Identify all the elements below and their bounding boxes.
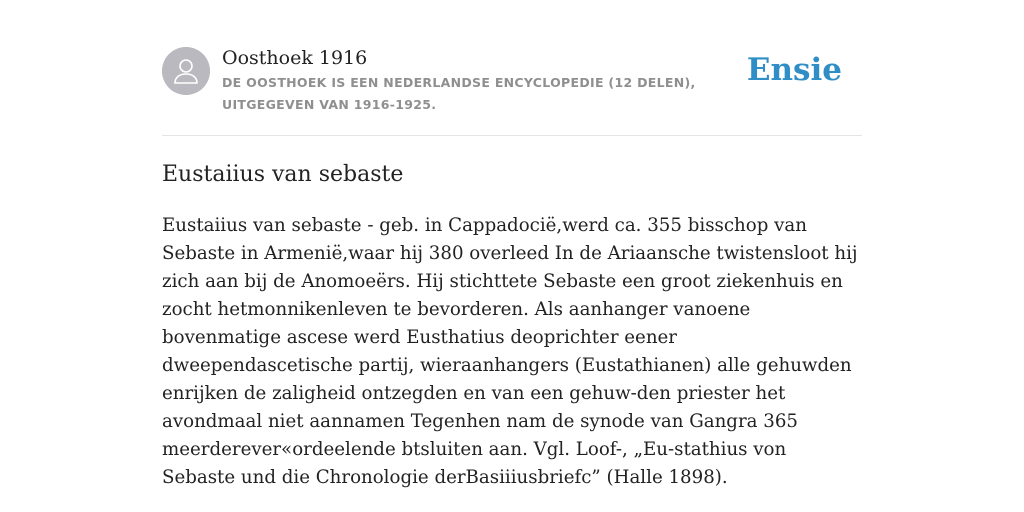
divider xyxy=(162,135,862,136)
source-description: DE OOSTHOEK IS EEN NEDERLANDSE ENCYCLOPEDIE (12 DELEN), UITGEGEVEN VAN 1916-1925. xyxy=(222,75,696,112)
entry-body: Eustaiius van sebaste - geb. in Cappadocië,werd ca. 355 bisschop van Sebaste in Armenië,waar hij 380 overleed In de Ariaansche twistensloot hij zich aan bij de Anomoeërs. Hij stichttete Sebaste een groot ziekenhuis en zocht hetmonnikenleven te bevorderen. Als aanhanger vanoene bovenmatige ascese werd Eusthatius deoprichter eener dweependascetische partij, wieraanhangers (Eustathianen) alle gehuwden enrijken de zaligheid ontzegden en van een gehuw-den priester het avondmaal niet aannamen Tegenhen nam de synode van Gangra 365 meerderever«ordeelende btsluiten aan. Vgl. Loof-, „Eu-stathius von Sebaste und die Chronologie derBasiiiusbriefc” (Halle 1898). xyxy=(162,215,858,488)
entry-title: Eustaiius van sebaste xyxy=(162,162,404,187)
brand-logo[interactable]: Ensie xyxy=(746,52,842,88)
source-header xyxy=(162,44,862,122)
source-name[interactable]: Oosthoek 1916 xyxy=(222,47,368,69)
user-silhouette-icon xyxy=(162,47,210,95)
